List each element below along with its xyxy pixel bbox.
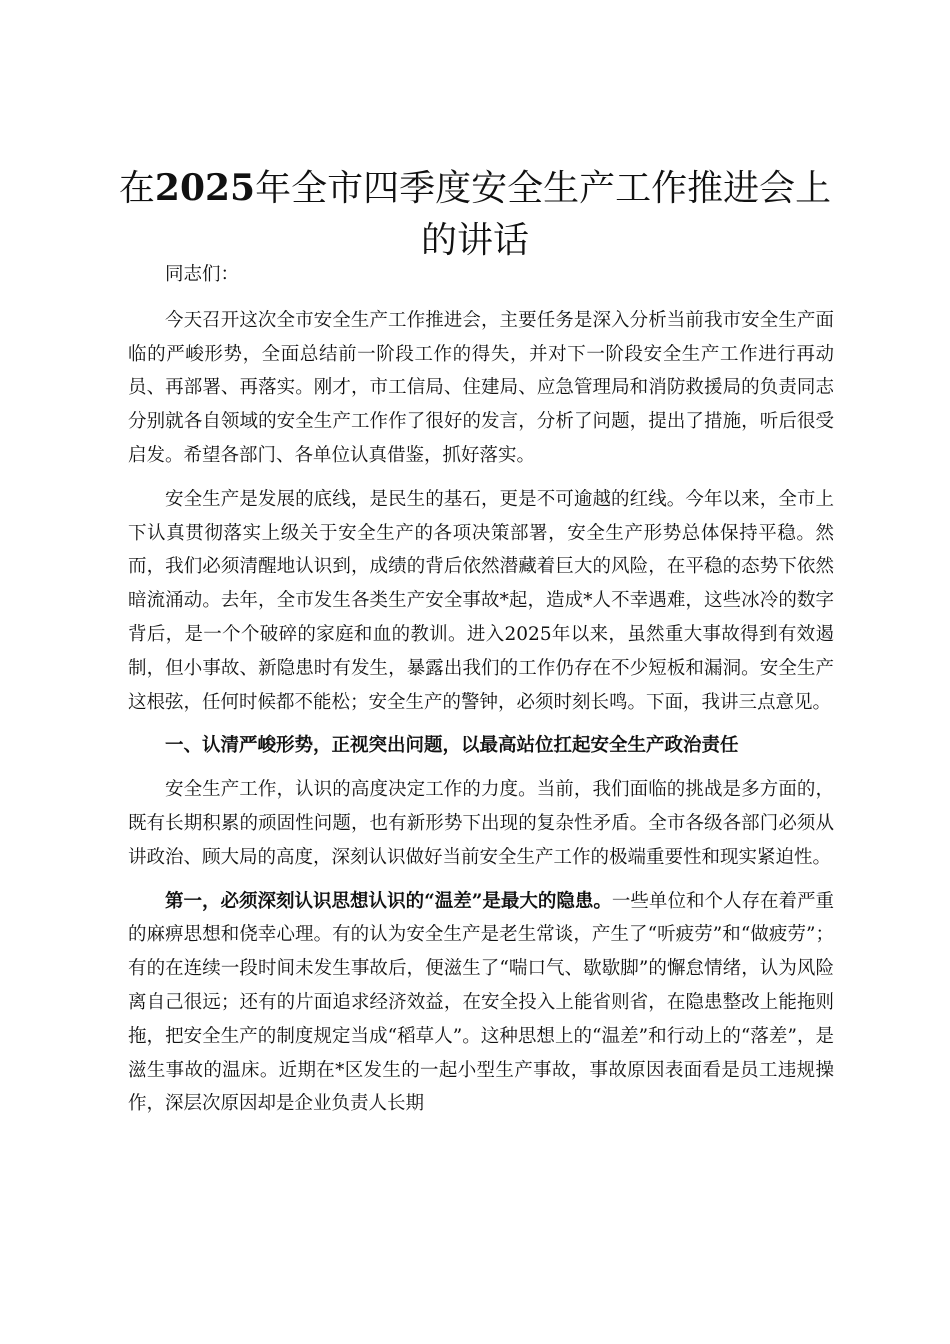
paragraph-opening: 今天召开这次全市安全生产工作推进会，主要任务是深入分析当前我市安全生产面临的严峻形势，全面总结前一阶段工作的得失，并对下一阶段安全生产工作进行再动员、再部署、再落实。刚才，市工信局、住建局、应急管理局和消防救援局的负责同志分别就各自领域的安全生产工作作了很好的发言，分析了问题，提出了措施，听后很受启发。希望各部门、各单位认真借鉴，抓好落实。 (128, 309, 834, 466)
paragraph-section-1-intro: 安全生产工作，认识的高度决定工作的力度。当前，我们面临的挑战是多方面的，既有长期积累的顽固性问题，也有新形势下出现的复杂性矛盾。全市各级各部门必须从讲政治、顾大局的高度，深刻认识做好当前安全生产工作的极端重要性和现实紧迫性。 (128, 779, 834, 868)
title-suffix: 年全市四季度安全生产工作推进会上的讲话 (255, 168, 832, 261)
document-title (115, 162, 835, 267)
document-body (128, 258, 834, 1131)
title-prefix: 在 (118, 168, 155, 209)
greeting: 同志们： (165, 264, 240, 285)
point-1-lead: 第一，必须深刻认识思想认识的“温差”是最大的隐患。 (165, 890, 612, 912)
paragraph-point-1 (128, 885, 834, 1122)
paragraph-situation: 安全生产是发展的底线，是民生的基石，更是不可逾越的红线。今年以来，全市上下认真贯彻落实上级关于安全生产的各项决策部署，安全生产形势总体保持平稳。然而，我们必须清醒地认识到，成绩的背后依然潜藏着巨大的风险，在平稳的态势下依然暗流涌动。去年，全市发生各类生产安全事故*起，造成*人不幸遇难，这些冰冷的数字背后，是一个个破碎的家庭和血的教训。进入2025年以来，虽然重大事故得到有效遏制，但小事故、新隐患时有发生，暴露出我们的工作仍存在不少短板和漏洞。安全生产这根弦，任何时候都不能松；安全生产的警钟，必须时刻长鸣。下面，我讲三点意见。 (128, 488, 834, 713)
title-year: 2025 (154, 167, 256, 209)
section-heading-1: 一、认清严峻形势，正视突出问题，以最高站位扛起安全生产政治责任 (165, 735, 739, 757)
point-1-text: 一些单位和个人存在着严重的麻痹思想和侥幸心理。有的认为安全生产是老生常谈，产生了“听疲劳”和“做疲劳”；有的在连续一段时间未发生事故后，便滋生了“喘口气、歇歇脚”的懈怠情绪，认为风险离自己很远；还有的片面追求经济效益，在安全投入上能省则省，在隐患整改上能拖则拖，把安全生产的制度规定当成“稻草人”。这种思想上的“温差”和行动上的“落差”，是滋生事故的温床。近期在*区发生的一起小型生产事故，事故原因表面看是员工违规操作，深层次原因却是企业负责人长期 (128, 890, 834, 1115)
